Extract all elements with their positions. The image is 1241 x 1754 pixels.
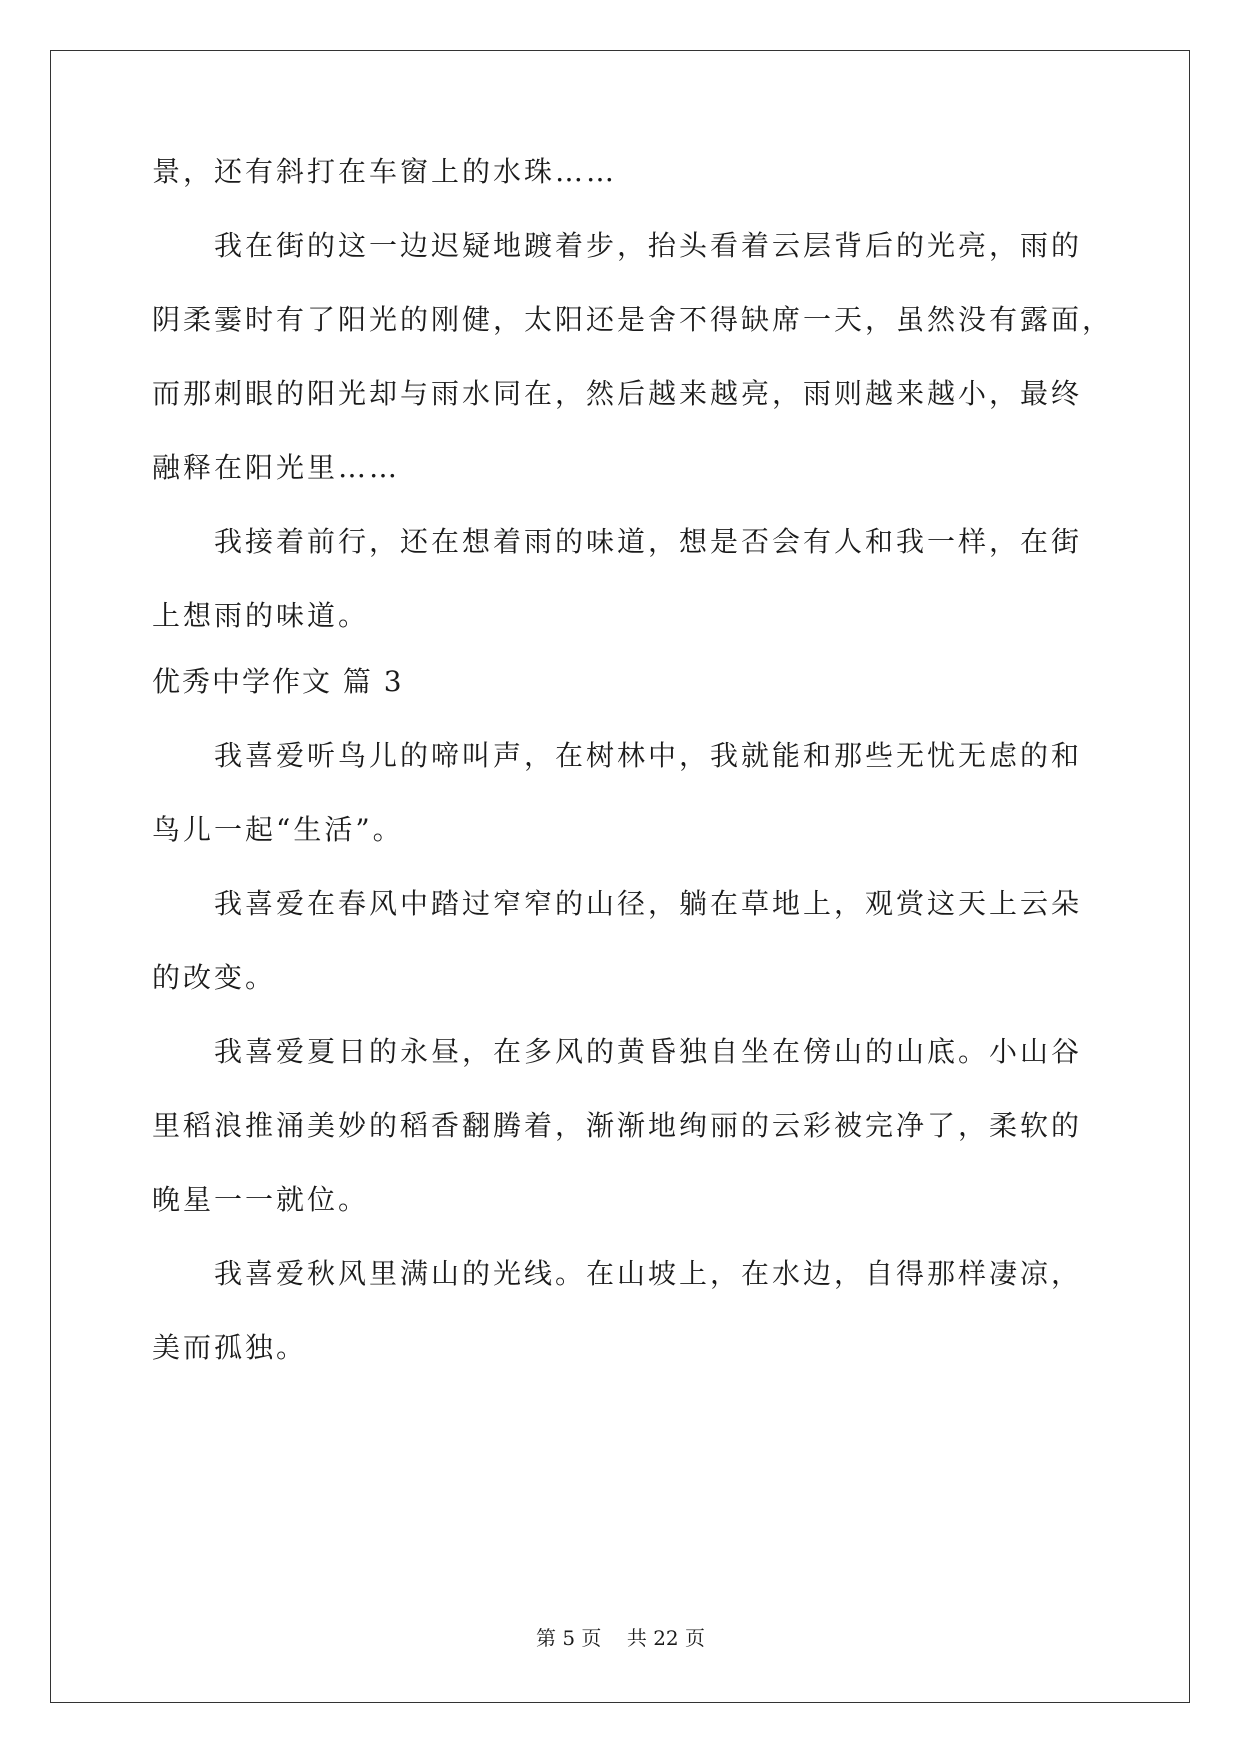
paragraph-line: 的改变。 <box>152 961 277 994</box>
paragraph-line: 美而孤独。 <box>152 1331 308 1364</box>
paragraph-line: 鸟儿一起“生活”。 <box>152 813 404 846</box>
paragraph-line: 我喜爱听鸟儿的啼叫声，在树林中，我就能和那些无忧无虑的和 <box>214 739 1083 772</box>
paragraph-line: 我接着前行，还在想着雨的味道，想是否会有人和我一样，在街 <box>214 525 1083 558</box>
section-heading: 优秀中学作文 篇 3 <box>152 665 404 698</box>
page-border <box>50 50 1190 1703</box>
paragraph-line: 我喜爱夏日的永昼，在多风的黄昏独自坐在傍山的山底。小山谷 <box>214 1035 1083 1068</box>
page-number-footer: 第 5 页 共 22 页 <box>535 1626 706 1650</box>
paragraph-line: 融释在阳光里…… <box>152 451 401 484</box>
paragraph-line: 我在街的这一边迟疑地踱着步，抬头看着云层背后的光亮，雨的 <box>214 229 1083 262</box>
paragraph-line: 我喜爱秋风里满山的光线。在山坡上，在水边，自得那样凄凉， <box>214 1257 1083 1290</box>
paragraph-line: 上想雨的味道。 <box>152 599 370 632</box>
paragraph-line: 景，还有斜打在车窗上的水珠…… <box>152 155 618 188</box>
paragraph-line: 我喜爱在春风中踏过窄窄的山径，躺在草地上，观赏这天上云朵 <box>214 887 1083 920</box>
paragraph-line: 晚星一一就位。 <box>152 1183 370 1216</box>
paragraph-line: 而那刺眼的阳光却与雨水同在，然后越来越亮，雨则越来越小，最终 <box>152 377 1083 410</box>
paragraph-line: 阴柔霎时有了阳光的刚健，太阳还是舍不得缺席一天，虽然没有露面， <box>152 303 1114 336</box>
paragraph-line: 里稻浪推涌美妙的稻香翻腾着，渐渐地绚丽的云彩被完净了，柔软的 <box>152 1109 1083 1142</box>
